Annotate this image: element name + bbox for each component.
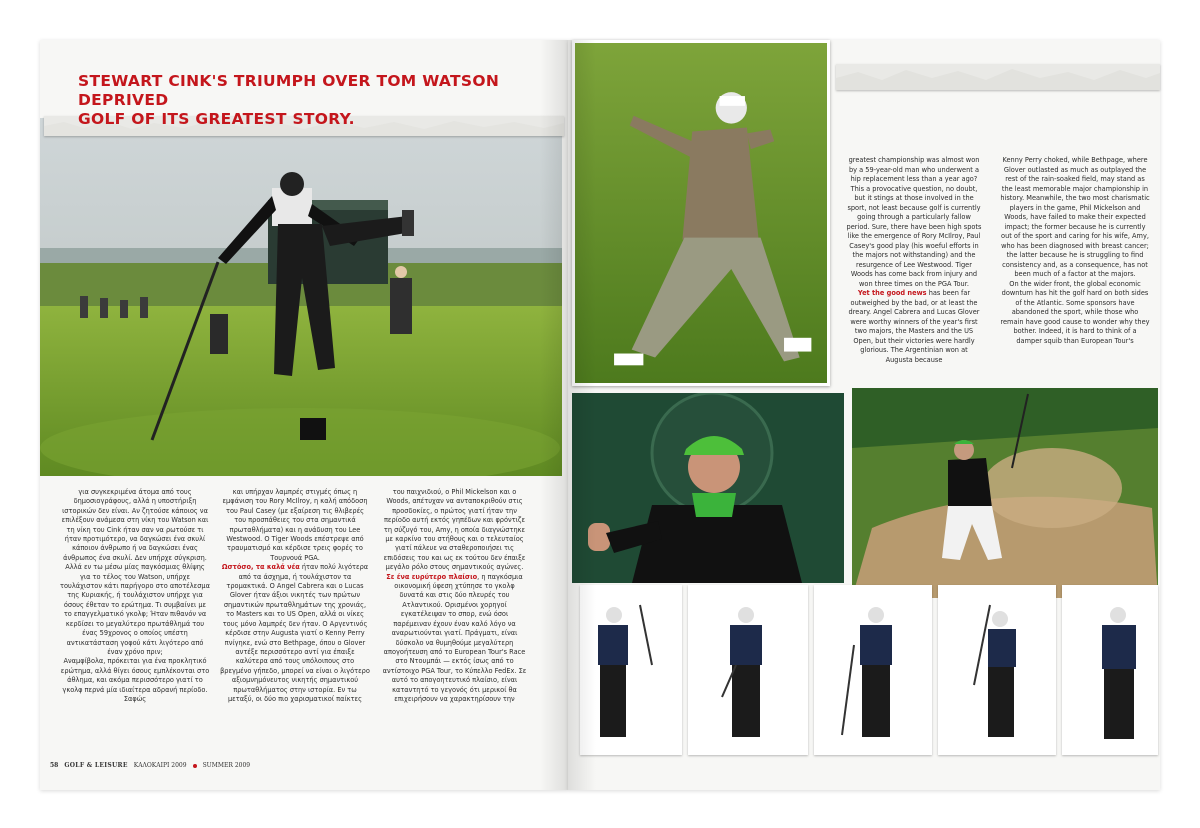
sequence-photo-2 bbox=[688, 585, 808, 755]
left-col1-para2: Αναμφίβολα, πρόκειται για ένα προκλητικό ερώτημα, αλλά θίγει όσους εμπλέκονται στο άθλημα, και ακόμα περισσότερο γιατί το γκολφ περνά μία ιδιαίτερα αδρανή περίοδο. Σαφώς bbox=[60, 657, 210, 703]
left-col2-para2: ήταν πολύ λιγότερα από τα άσχημα, ή τουλάχιστον τα τρομακτικά. Ο Angel Cabrera και ο Lucas Glover ήταν άξιοι νικητές των πρώτων σημαντικών πρωταθλημάτων της χρονιάς, το Masters και το US Open, αλλά οι νίκες τους μόνο λαμπρές δεν ήταν. Ο Αργεντινός κέρδισε στην Augusta γιατί ο Kenny Perry πνίγηκε, ενώ στο Bethpage, όπου ο Glover αντέξε περισσότερο αντί για έπαιξε καλύτερα από τους υπόλοιπους στο βρεγμένο γήπεδο, μπορεί να είναι ο λιγότερο αξιομνημόνευτος νικητής σημαντικού πρωταθλήματος στην ιστορία. Εν τω μεταξύ, οι δύο πιο χαρισματικοί παίκτες bbox=[220, 563, 370, 703]
page-folio bbox=[50, 762, 250, 769]
headline bbox=[78, 72, 508, 129]
headline-line-1: STEWART CINK'S TRIUMPH OVER TOM WATSON DEPRIVED bbox=[78, 72, 500, 109]
left-col3-highlight: Σε ένα ευρύτερο πλαίσιο bbox=[386, 572, 478, 581]
sequence-photo-3 bbox=[814, 585, 932, 755]
left-col2-para1: και υπήρχαν λαμπρές στιγμές όπως η εμφάνιση του Rory McIlroy, η καλή απόδοση του Paul Casey (με εξαίρεση τις θλιβερές του προσπάθειες του στα σημαντικά πρωταθλήματα) και η ανάδυση του Lee Westwood. Ο Tiger Woods επέστρεψε από τραυματισμό και κέρδισε τρεις φορές το Τουρνουά PGA. bbox=[222, 488, 368, 562]
left-column-3 bbox=[382, 488, 527, 704]
left-col3-para1: του παιχνιδιού, ο Phil Mickelson και ο Woods, απέτυχαν να ανταποκριθούν στις προσδοκίες, ο πρώτος γιατί ήταν την περίοδο αυτή εκτός γηπέδων και φρόντιζε τη σύζυγό του, Amy, η οποία διαγνώστηκε με καρκίνο του στήθους και ο τελευταίος γιατί πάλευε να σταθεροποιήσει τις επιδόσεις του και ως εκ τούτου δεν έπαιξε μεγάλο ρόλο στους σημαντικούς αγώνες. bbox=[383, 488, 526, 572]
sequence-photo-1 bbox=[580, 585, 682, 755]
folio-issue-greek: ΚΑΛΟΚΑΙΡΙ 2009 bbox=[133, 762, 187, 769]
headline-line-2: GOLF OF ITS GREATEST STORY. bbox=[78, 110, 355, 128]
right-column-2 bbox=[1000, 156, 1150, 346]
left-col2-highlight: Ωστόσο, τα καλά νέα bbox=[221, 563, 300, 572]
right-col1-para3: has been far outweighed by the bad, or at least the dreary. Angel Cabrera and Lucas Glover were worthy winners of the year's first two majors, the Masters and the US Open, but their victories were hardly glorious. The Argentinian won at Augusta because bbox=[848, 289, 980, 364]
folio-issue-english: SUMMER 2009 bbox=[202, 762, 251, 769]
left-column-1 bbox=[60, 488, 210, 704]
right-col2-para1: Kenny Perry choked, while Bethpage, where Glover outlasted as much as outplayed the rest of the rain-soaked field, may stand as the least memorable major championship in history. Meanwhile, the two most charismatic players in the game, Phil Mickelson and Woods, have failed to make their expected impact; the former because he is currently out of the sport and caring for his wife, Amy, who has been diagnosed with breast cancer; the latter because he is struggling to find consistency and, as a consequence, has not been much of a factor at the majors. bbox=[1000, 156, 1150, 278]
torn-paper-decoration-right bbox=[836, 64, 1160, 90]
page-number: 58 bbox=[50, 762, 59, 769]
folio-dot-icon bbox=[193, 764, 197, 768]
hero-photo-cink bbox=[40, 118, 562, 476]
right-column-1 bbox=[846, 156, 982, 365]
sequence-photo-5 bbox=[1062, 585, 1158, 755]
left-col1-para1: για συγκεκριμένα άτομα από τους δημοσιογράφους, αλλά η υποστήριξη ιστορικών δεν είναι. Αν ζητούσε κάποιος να επιλέξουν ανάμεσα στη νίκη του Watson και τη νίκη του Cink ήταν σαν να ρωτούσε τι ήταν προτιμότερο, να δαγκώσει ένα σκυλί κάποιον άνθρωπο ή να δαγκώσει ένας άνθρωπος ένα σκυλί. Δεν υπήρχε σύγκριση. Αλλά εν τω μέσω μίας παγκόσμιας θλίψης για το τέλος του Watson, υπήρχε τουλάχιστον κάτι παρήγορο στο αποτέλεσμα της Κυριακής, ή τουλάχιστον υπήρχε για όσους έθεταν το ερώτημα. Τι συμβαίνει με το επαγγελματικό γκολφ; Ήταν πιθανόν να κερδίσει το μεγαλύτερο πρωτάθλημά του ένας 59χρονος ο οποίος υπέστη αντικατάσταση γοφού κάτι λιγότερο από έναν χρόνο πριν; bbox=[60, 488, 210, 656]
photo-golfer-celebrating bbox=[572, 393, 844, 583]
sequence-photo-4 bbox=[938, 585, 1056, 755]
right-col1-para2: This a provocative question, no doubt, but it stings at those involved in the sport, not least because golf is currently going through a particularly fallow period. Sure, there have been high spots like the emergence of Rory McIlroy, Paul Casey's good play (his woeful efforts in the majors not withstanding) and the resurgence of Lee Westwood. Tiger Woods has come back from injury and won three times on the PGA Tour. bbox=[846, 184, 982, 288]
right-col1-highlight: Yet the good news bbox=[857, 289, 927, 297]
photo-bunker-shot bbox=[852, 388, 1158, 598]
folio-brand: GOLF & LEISURE bbox=[64, 762, 128, 769]
right-col2-para2: On the wider front, the global economic downturn has hit the golf hard on both sides of the Atlantic. Some sponsors have abandoned the sport, while those who remain have good cause to wonder why they bother. Indeed, it is hard to think of a damper squib than European Tour's bbox=[1000, 279, 1150, 345]
left-col3-para2: , η παγκόσμια οικονομική ύφεση χτύπησε το γκολφ δυνατά και στις δύο πλευρές του Ατλαντικού. Ορισμένοι χορηγοί εγκατέλειψαν το σπορ, ενώ όσοι παρέμειναν έχουν έναν καλό λόγο να αναρωτιούνται γιατί. Πράγματι, είναι δύσκολο να θυμηθούμε μεγαλύτερη απογοήτευση από το European Tour's Race στο Ντουμπάι — εκτός ίσως από το αντίστοιχο PGA Tour, το Κύπελλο FedEx. Σε αυτό το απογοητευτικό πλαίσιο, είναι καταντητό το γεγονός ότι μερικοί θα επιχειρήσουν να χαρακτηρίσουν την bbox=[382, 572, 527, 703]
right-col1-para1: greatest championship was almost won by a 59-year-old man who underwent a hip replacement less than a year ago? bbox=[848, 156, 980, 183]
photo-golfer-throwing bbox=[572, 40, 830, 386]
left-column-2 bbox=[220, 488, 370, 704]
